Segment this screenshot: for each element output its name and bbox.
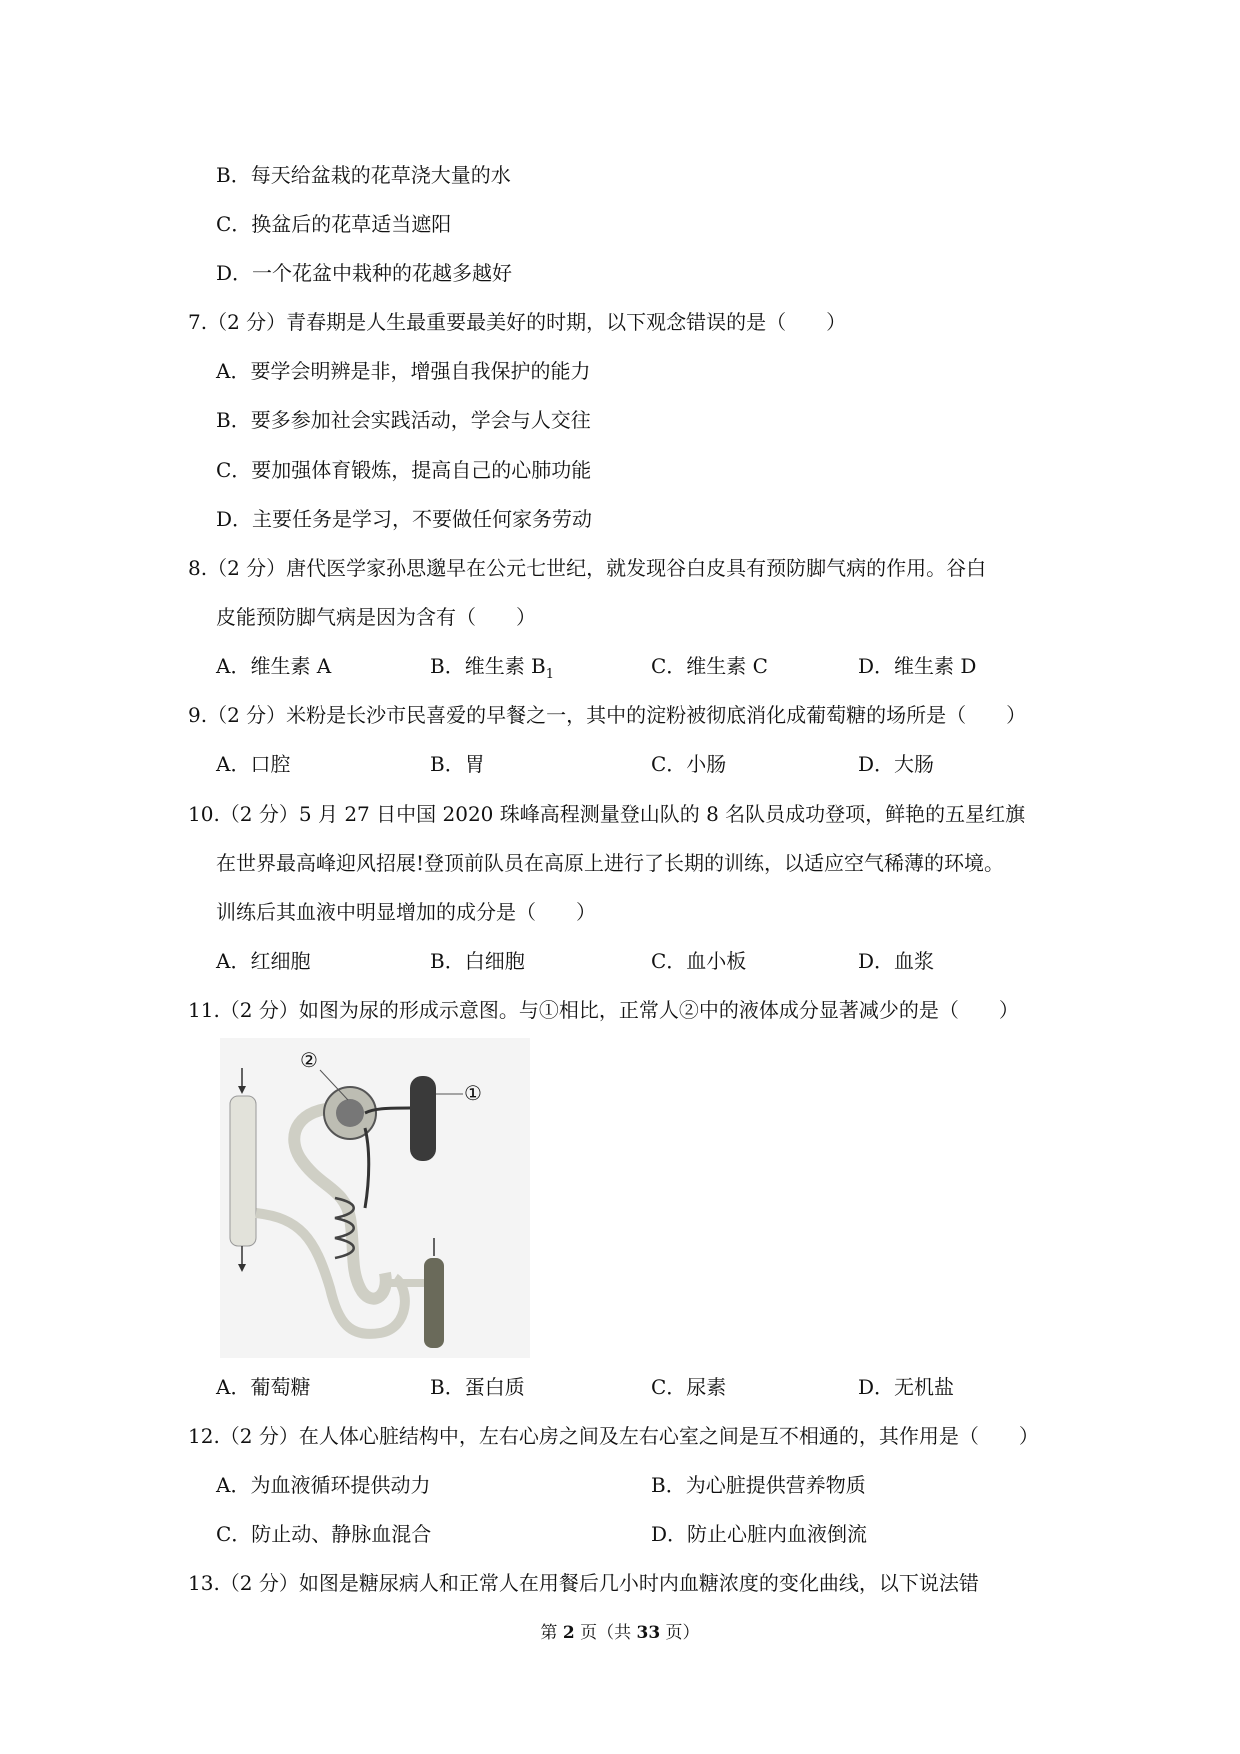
q9-option-d: D．大肠 [858, 752, 935, 776]
q10-option-d: D．血浆 [858, 949, 935, 973]
q12-option-a: A．为血液循环提供动力 [216, 1473, 431, 1497]
q11-option-c: C．尿素 [651, 1375, 727, 1399]
q7-stem: 7.（2 分）青春期是人生最重要最美好的时期，以下观念错误的是（ ） [188, 310, 847, 334]
q12-option-b: B．为心脏提供营养物质 [651, 1473, 866, 1497]
q8-option-d: D．维生素 D [858, 654, 977, 678]
q8-option-a: A．维生素 A [216, 654, 332, 678]
q8-option-b [430, 652, 554, 689]
q7-option-a: A．要学会明辨是非，增强自我保护的能力 [216, 359, 591, 383]
q12-option-c: C．防止动、静脉血混合 [216, 1522, 432, 1546]
footer-page-number: 2 [562, 1623, 575, 1643]
efferent-vessel [365, 1128, 369, 1208]
q13-stem: 13.（2 分）如图是糖尿病人和正常人在用餐后几小时内血糖浓度的变化曲线，以下说法错 [188, 1571, 979, 1595]
q6-option-c: C．换盆后的花草适当遮阳 [216, 212, 452, 236]
footer-total-pages: 33 [636, 1623, 661, 1643]
q9-stem: 9.（2 分）米粉是长沙市民喜爱的早餐之一，其中的淀粉被彻底消化成葡萄糖的场所是（ ） [188, 703, 1027, 727]
q10-stem-line2: 在世界最高峰迎风招展!登顶前队员在高原上进行了长期的训练，以适应空气稀薄的环境。 [216, 851, 1005, 875]
arrowhead-out-left [238, 1264, 246, 1272]
arrowhead-in-left [238, 1086, 246, 1094]
q8-stem-line2: 皮能预防脚气病是因为含有（ ） [216, 605, 536, 629]
q12-stem: 12.（2 分）在人体心脏结构中，左右心房之间及左右心室之间是互不相通的，其作用是（ ） [188, 1424, 1039, 1448]
q11-option-d: D．无机盐 [858, 1375, 955, 1399]
q10-stem-line1: 10.（2 分）5 月 27 日中国 2020 珠峰高程测量登山队的 8 名队员成功登项，鲜艳的五星红旗 [188, 802, 1026, 826]
q7-option-b: B．要多参加社会实践活动，学会与人交往 [216, 408, 591, 432]
q10-option-c: C．血小板 [651, 949, 747, 973]
q9-option-a: A．口腔 [216, 752, 291, 776]
renal-vein [424, 1258, 444, 1348]
q6-option-d: D．一个花盆中栽种的花越多越好 [216, 261, 513, 285]
urine-formation-diagram [220, 1038, 530, 1358]
footer-pre: 第 [540, 1623, 563, 1643]
q7-option-c: C．要加强体育锻炼，提高自己的心肺功能 [216, 458, 592, 482]
q10-stem-line3: 训练后其血液中明显增加的成分是（ ） [216, 900, 596, 924]
q9-option-c: C．小肠 [651, 752, 727, 776]
label-2: ② [300, 1048, 318, 1072]
page-footer [0, 1618, 1240, 1643]
q11-stem: 11.（2 分）如图为尿的形成示意图。与①相比，正常人②中的液体成分显著减少的是（ ） [188, 998, 1019, 1022]
q6-option-b: B．每天给盆栽的花草浇大量的水 [216, 163, 511, 187]
tubule-lower [256, 1213, 405, 1334]
q12-option-d: D．防止心脏内血液倒流 [651, 1522, 868, 1546]
q8-option-b-text: B．维生素 B [430, 654, 546, 678]
renal-artery [410, 1076, 436, 1161]
glomerulus [336, 1099, 364, 1127]
q8-option-c: C．维生素 C [651, 654, 768, 678]
q9-option-b: B．胃 [430, 752, 485, 776]
footer-mid: 页（共 [574, 1623, 637, 1643]
q10-option-a: A．红细胞 [216, 949, 311, 973]
urine-formation-svg [220, 1038, 530, 1358]
q8-stem-line1: 8.（2 分）唐代医学家孙思邈早在公元七世纪，就发现谷白皮具有预防脚气病的作用。谷白 [188, 556, 987, 580]
q8-option-b-subscript: 1 [545, 667, 555, 682]
q11-option-b: B．蛋白质 [430, 1375, 525, 1399]
q11-option-a: A．葡萄糖 [216, 1375, 311, 1399]
collecting-duct [230, 1096, 256, 1246]
label-1: ① [464, 1081, 482, 1105]
footer-post: 页） [660, 1623, 700, 1643]
q10-option-b: B．白细胞 [430, 949, 525, 973]
q7-option-d: D．主要任务是学习，不要做任何家务劳动 [216, 507, 593, 531]
